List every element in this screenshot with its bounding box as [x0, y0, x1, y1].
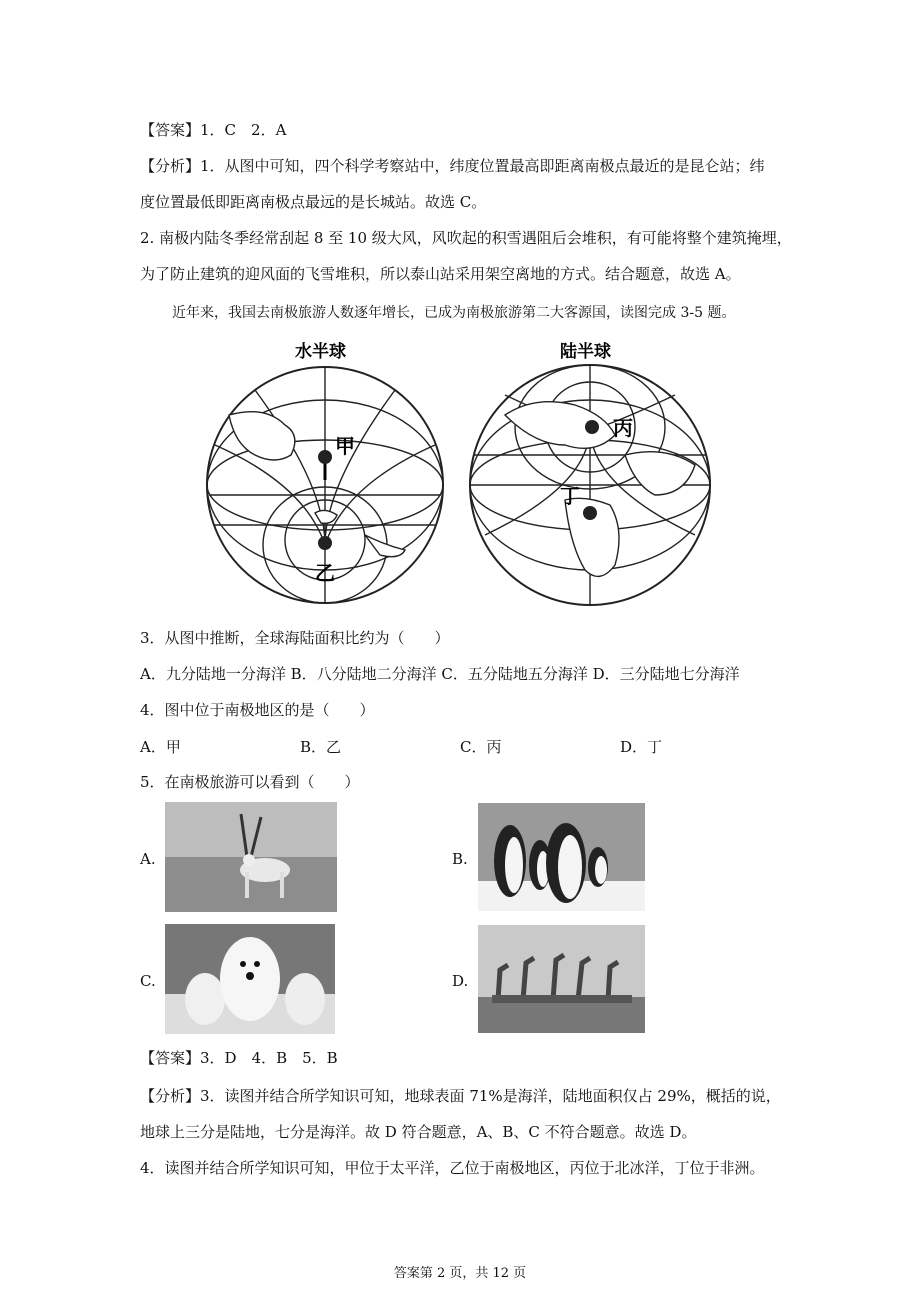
- water-hemisphere-title: 水半球: [295, 342, 346, 362]
- q5-option-d-label: D.: [452, 972, 469, 990]
- q5-stem: 5．在南极旅游可以看到（ ）: [140, 773, 360, 791]
- page-footer: 答案第 2 页，共 12 页: [393, 1266, 527, 1281]
- polar-bear-photo: [165, 924, 335, 1034]
- penguin-photo: [478, 803, 645, 911]
- analysis-1-line-4: 为了防止建筑的迎风面的飞雪堆积，所以泰山站采用架空离地的方式。结合题意，故选 A。: [140, 265, 741, 283]
- q3-stem: 3．从图中推断，全球海陆面积比约为（ ）: [140, 629, 450, 647]
- analysis-1-line-2: 度位置最低即距离南极点最远的是长城站。故选 C。: [140, 193, 487, 211]
- q4-option-c: C．丙: [460, 738, 502, 756]
- label-bing: 丙: [613, 416, 633, 440]
- point-bing: [585, 420, 599, 434]
- label-jia: 甲: [335, 434, 355, 458]
- hemisphere-figure: [205, 335, 713, 607]
- giraffe-photo: [478, 925, 645, 1033]
- q3-options: A．九分陆地一分海洋 B．八分陆地二分海洋 C．五分陆地五分海洋 D．三分陆地七分海洋: [140, 665, 740, 683]
- q4-option-d: D．丁: [620, 738, 663, 756]
- point-yi: [318, 536, 332, 550]
- land-hemisphere-globe: [470, 365, 710, 605]
- label-yi: 乙: [315, 561, 335, 585]
- q4-option-a: A．甲: [140, 738, 181, 756]
- antelope-photo: [165, 802, 337, 912]
- analysis-1-line-1: 【分析】1．从图中可知，四个科学考察站中，纬度位置最高即距离南极点最近的是昆仑站；纬: [140, 157, 765, 175]
- q4-stem: 4．图中位于南极地区的是（ ）: [140, 701, 375, 719]
- point-jia: [318, 450, 332, 464]
- land-hemisphere-title: 陆半球: [560, 342, 611, 362]
- q5-option-a-label: A.: [140, 850, 156, 868]
- answer-2: 【答案】3．D 4．B 5．B: [140, 1049, 338, 1067]
- intro-text: 近年来，我国去南极旅游人数逐年增长，已成为南极旅游第二大客源国，读图完成 3-5 题。: [172, 305, 736, 321]
- point-ding: [583, 506, 597, 520]
- answer-1: 【答案】1．C 2．A: [140, 121, 287, 139]
- q5-option-c-label: C.: [140, 972, 156, 990]
- q4-option-b: B．乙: [300, 738, 342, 756]
- label-ding: 丁: [560, 484, 580, 508]
- analysis-2-line-2: 地球上三分是陆地，七分是海洋。故 D 符合题意，A、B、C 不符合题意。故选 D。: [140, 1123, 697, 1141]
- analysis-2-line-3: 4．读图并结合所学知识可知，甲位于太平洋，乙位于南极地区，丙位于北冰洋，丁位于非洲。: [140, 1159, 765, 1177]
- analysis-1-line-3: 2. 南极内陆冬季经常刮起 8 至 10 级大风，风吹起的积雪遇阻后会堆积，有可能将整个建筑掩埋，: [140, 229, 792, 247]
- analysis-2-line-1: 【分析】3．读图并结合所学知识可知，地球表面 71%是海洋，陆地面积仅占 29%，概括的说，: [140, 1087, 781, 1105]
- q5-option-b-label: B.: [452, 850, 468, 868]
